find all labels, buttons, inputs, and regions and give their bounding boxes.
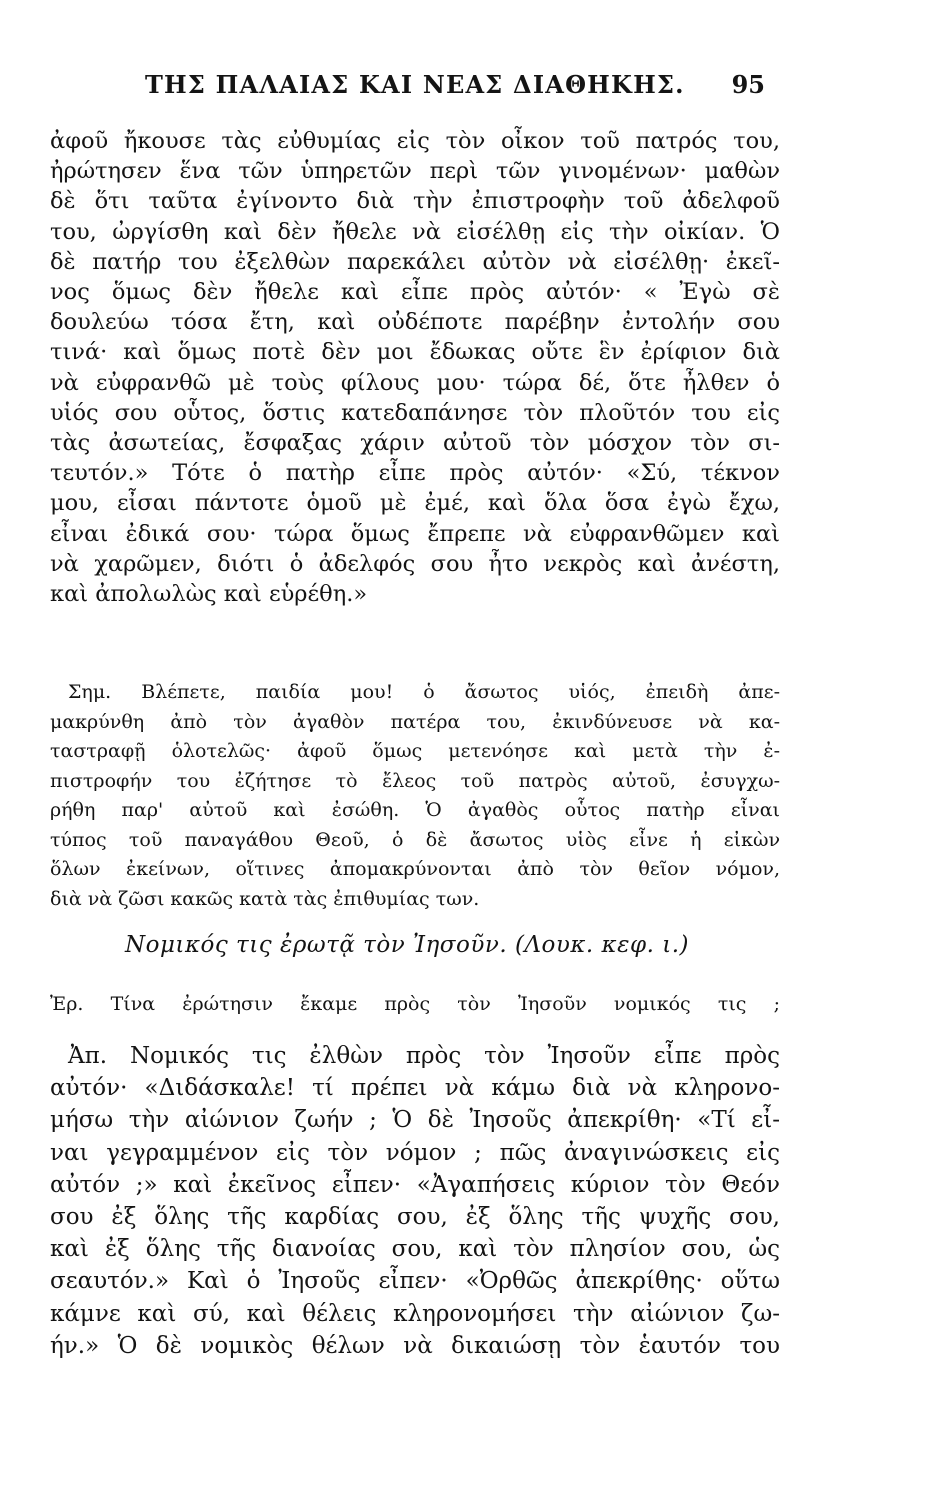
- answer-line: κάμνε καὶ σύ, καὶ θέλεις κληρονομήσει τὴν αἰώνιον ζω-: [50, 1300, 780, 1327]
- question-line: Ἐρ. Τίνα ἐρώτησιν ἔκαμε πρὸς τὸν Ἰησοῦν νομικός τις ;: [50, 993, 780, 1015]
- note-line: Σημ. Βλέπετε, παιδία μου! ὁ ἄσωτος υἱός, ἐπειδὴ ἀπε-: [68, 681, 780, 703]
- text-line: ἀφοῦ ἤκουσε τὰς εὐθυμίας εἰς τὸν οἶκον τοῦ πατρός του,: [50, 128, 780, 154]
- answer-line: Ἀπ. Νομικός τις ἐλθὼν πρὸς τὸν Ἰησοῦν εἶπε πρὸς: [68, 1043, 780, 1069]
- text-line: υἱός σου οὗτος, ὅστις κατεδαπάνησε τὸν πλοῦτόν του εἰς: [50, 399, 780, 426]
- text-line: τινά· καὶ ὅμως ποτὲ δὲν μοι ἔδωκας οὔτε ἓν ἐρίφιον διὰ: [50, 339, 780, 366]
- note-line: ρήθη παρ' αὐτοῦ καὶ ἐσώθη. Ὁ ἀγαθὸς οὗτος πατὴρ εἶναι: [50, 799, 780, 821]
- answer-line: σεαυτόν.» Καὶ ὁ Ἰησοῦς εἶπεν· «Ὀρθῶς ἀπεκρίθης· οὕτω: [50, 1268, 780, 1295]
- answer-line: καὶ ἐξ ὅλης τῆς διανοίας σου, καὶ τὸν πλησίον σου, ὡς: [50, 1236, 780, 1263]
- section-heading: Νομικός τις ἐρωτᾷ τὸν Ἰησοῦν. (Λουκ. κεφ. ι.): [125, 932, 690, 958]
- body-paragraph: [50, 126, 780, 609]
- text-line: τὰς ἀσωτείας, ἔσφαξας χάριν αὐτοῦ τὸν μόσχον τὸν σι-: [50, 430, 780, 457]
- text-line: δουλεύω τόσα ἔτη, καὶ οὐδέποτε παρέβην ἐντολήν σου: [50, 309, 780, 336]
- note-line: ταστραφῇ ὁλοτελῶς· ἀφοῦ ὅμως μετενόησε καὶ μετὰ τὴν ἐ-: [50, 740, 780, 762]
- note-line: μακρύνθη ἀπὸ τὸν ἀγαθὸν πατέρα του, ἐκινδύνευσε νὰ κα-: [50, 710, 780, 733]
- text-line: μου, εἶσαι πάντοτε ὁμοῦ μὲ ἐμέ, καὶ ὅλα ὅσα ἐγὼ ἔχω,: [50, 490, 780, 517]
- text-line: νὰ εὐφρανθῶ μὲ τοὺς φίλους μου· τώρα δέ, ὅτε ἦλθεν ὁ: [50, 369, 780, 396]
- running-head: [145, 70, 765, 110]
- text-line: δὲ πατήρ του ἐξελθὼν παρεκάλει αὐτὸν νὰ εἰσέλθῃ· ἐκεῖ-: [50, 248, 780, 275]
- page-number: 95: [731, 70, 765, 99]
- book-page: [50, 0, 780, 1500]
- text-line: εἶναι ἐδικά σου· τώρα ὅμως ἔπρεπε νὰ εὐφρανθῶμεν καὶ: [50, 520, 780, 547]
- text-line: δὲ ὅτι ταῦτα ἐγίνοντο διὰ τὴν ἐπιστροφὴν τοῦ ἀδελφοῦ: [50, 188, 780, 215]
- answer-line: ήν.» Ὁ δὲ νομικὸς θέλων νὰ δικαιώσῃ τὸν ἑαυτόν του: [50, 1332, 780, 1359]
- answer-line: αὐτόν ;» καὶ ἐκεῖνος εἶπεν· «Ἀγαπήσεις κύριον τὸν Θεόν: [50, 1171, 780, 1198]
- running-title: ΤΗΣ ΠΑΛΑΙΑΣ ΚΑΙ ΝΕΑΣ ΔΙΑΘΗΚΗΣ.: [145, 70, 685, 99]
- text-line: νὰ χαρῶμεν, διότι ὁ ἀδελφός σου ἦτο νεκρὸς καὶ ἀνέστη,: [50, 550, 780, 577]
- note-line: τύπος τοῦ παναγάθου Θεοῦ, ὁ δὲ ἄσωτος υἱὸς εἶνε ἡ εἰκὼν: [50, 828, 780, 851]
- answer-line: μήσω τὴν αἰώνιον ζωήν ; Ὁ δὲ Ἰησοῦς ἀπεκρίθη· «Τί εἶ-: [50, 1107, 780, 1134]
- answer-line: ναι γεγραμμένον εἰς τὸν νόμον ; πῶς ἀναγινώσκεις εἰς: [50, 1139, 780, 1166]
- note-line: πιστροφήν του ἐζήτησε τὸ ἔλεος τοῦ πατρὸς αὐτοῦ, ἐσυγχω-: [50, 769, 780, 792]
- text-line: καὶ ἀπολωλὼς καὶ εὑρέθη.»: [50, 581, 368, 608]
- text-line: ἠρώτησεν ἕνα τῶν ὑπηρετῶν περὶ τῶν γινομένων· μαθὼν: [50, 158, 780, 185]
- text-line: του, ὠργίσθη καὶ δὲν ἤθελε νὰ εἰσέλθῃ εἰς τὴν οἰκίαν. Ὁ: [50, 218, 780, 245]
- answer-paragraph: [50, 1040, 780, 1362]
- note-paragraph: [50, 678, 780, 914]
- answer-line: σου ἐξ ὅλης τῆς καρδίας σου, ἐξ ὅλης τῆς ψυχῆς σου,: [50, 1204, 780, 1231]
- text-line: νος ὅμως δὲν ἤθελε καὶ εἶπε πρὸς αὐτόν· « Ἐγὼ σὲ: [50, 279, 780, 306]
- text-line: τευτόν.» Τότε ὁ πατὴρ εἶπε πρὸς αὐτόν· «Σύ, τέκνον: [50, 460, 780, 487]
- note-line: διὰ νὰ ζῶσι κακῶς κατὰ τὰς ἐπιθυμίας των.: [50, 887, 480, 910]
- answer-line: αὐτόν· «Διδάσκαλε! τί πρέπει νὰ κάμω διὰ νὰ κληρονο-: [50, 1075, 780, 1102]
- note-line: ὅλων ἐκείνων, οἵτινες ἀπομακρύνονται ἀπὸ τὸν θεῖον νόμον,: [50, 858, 780, 880]
